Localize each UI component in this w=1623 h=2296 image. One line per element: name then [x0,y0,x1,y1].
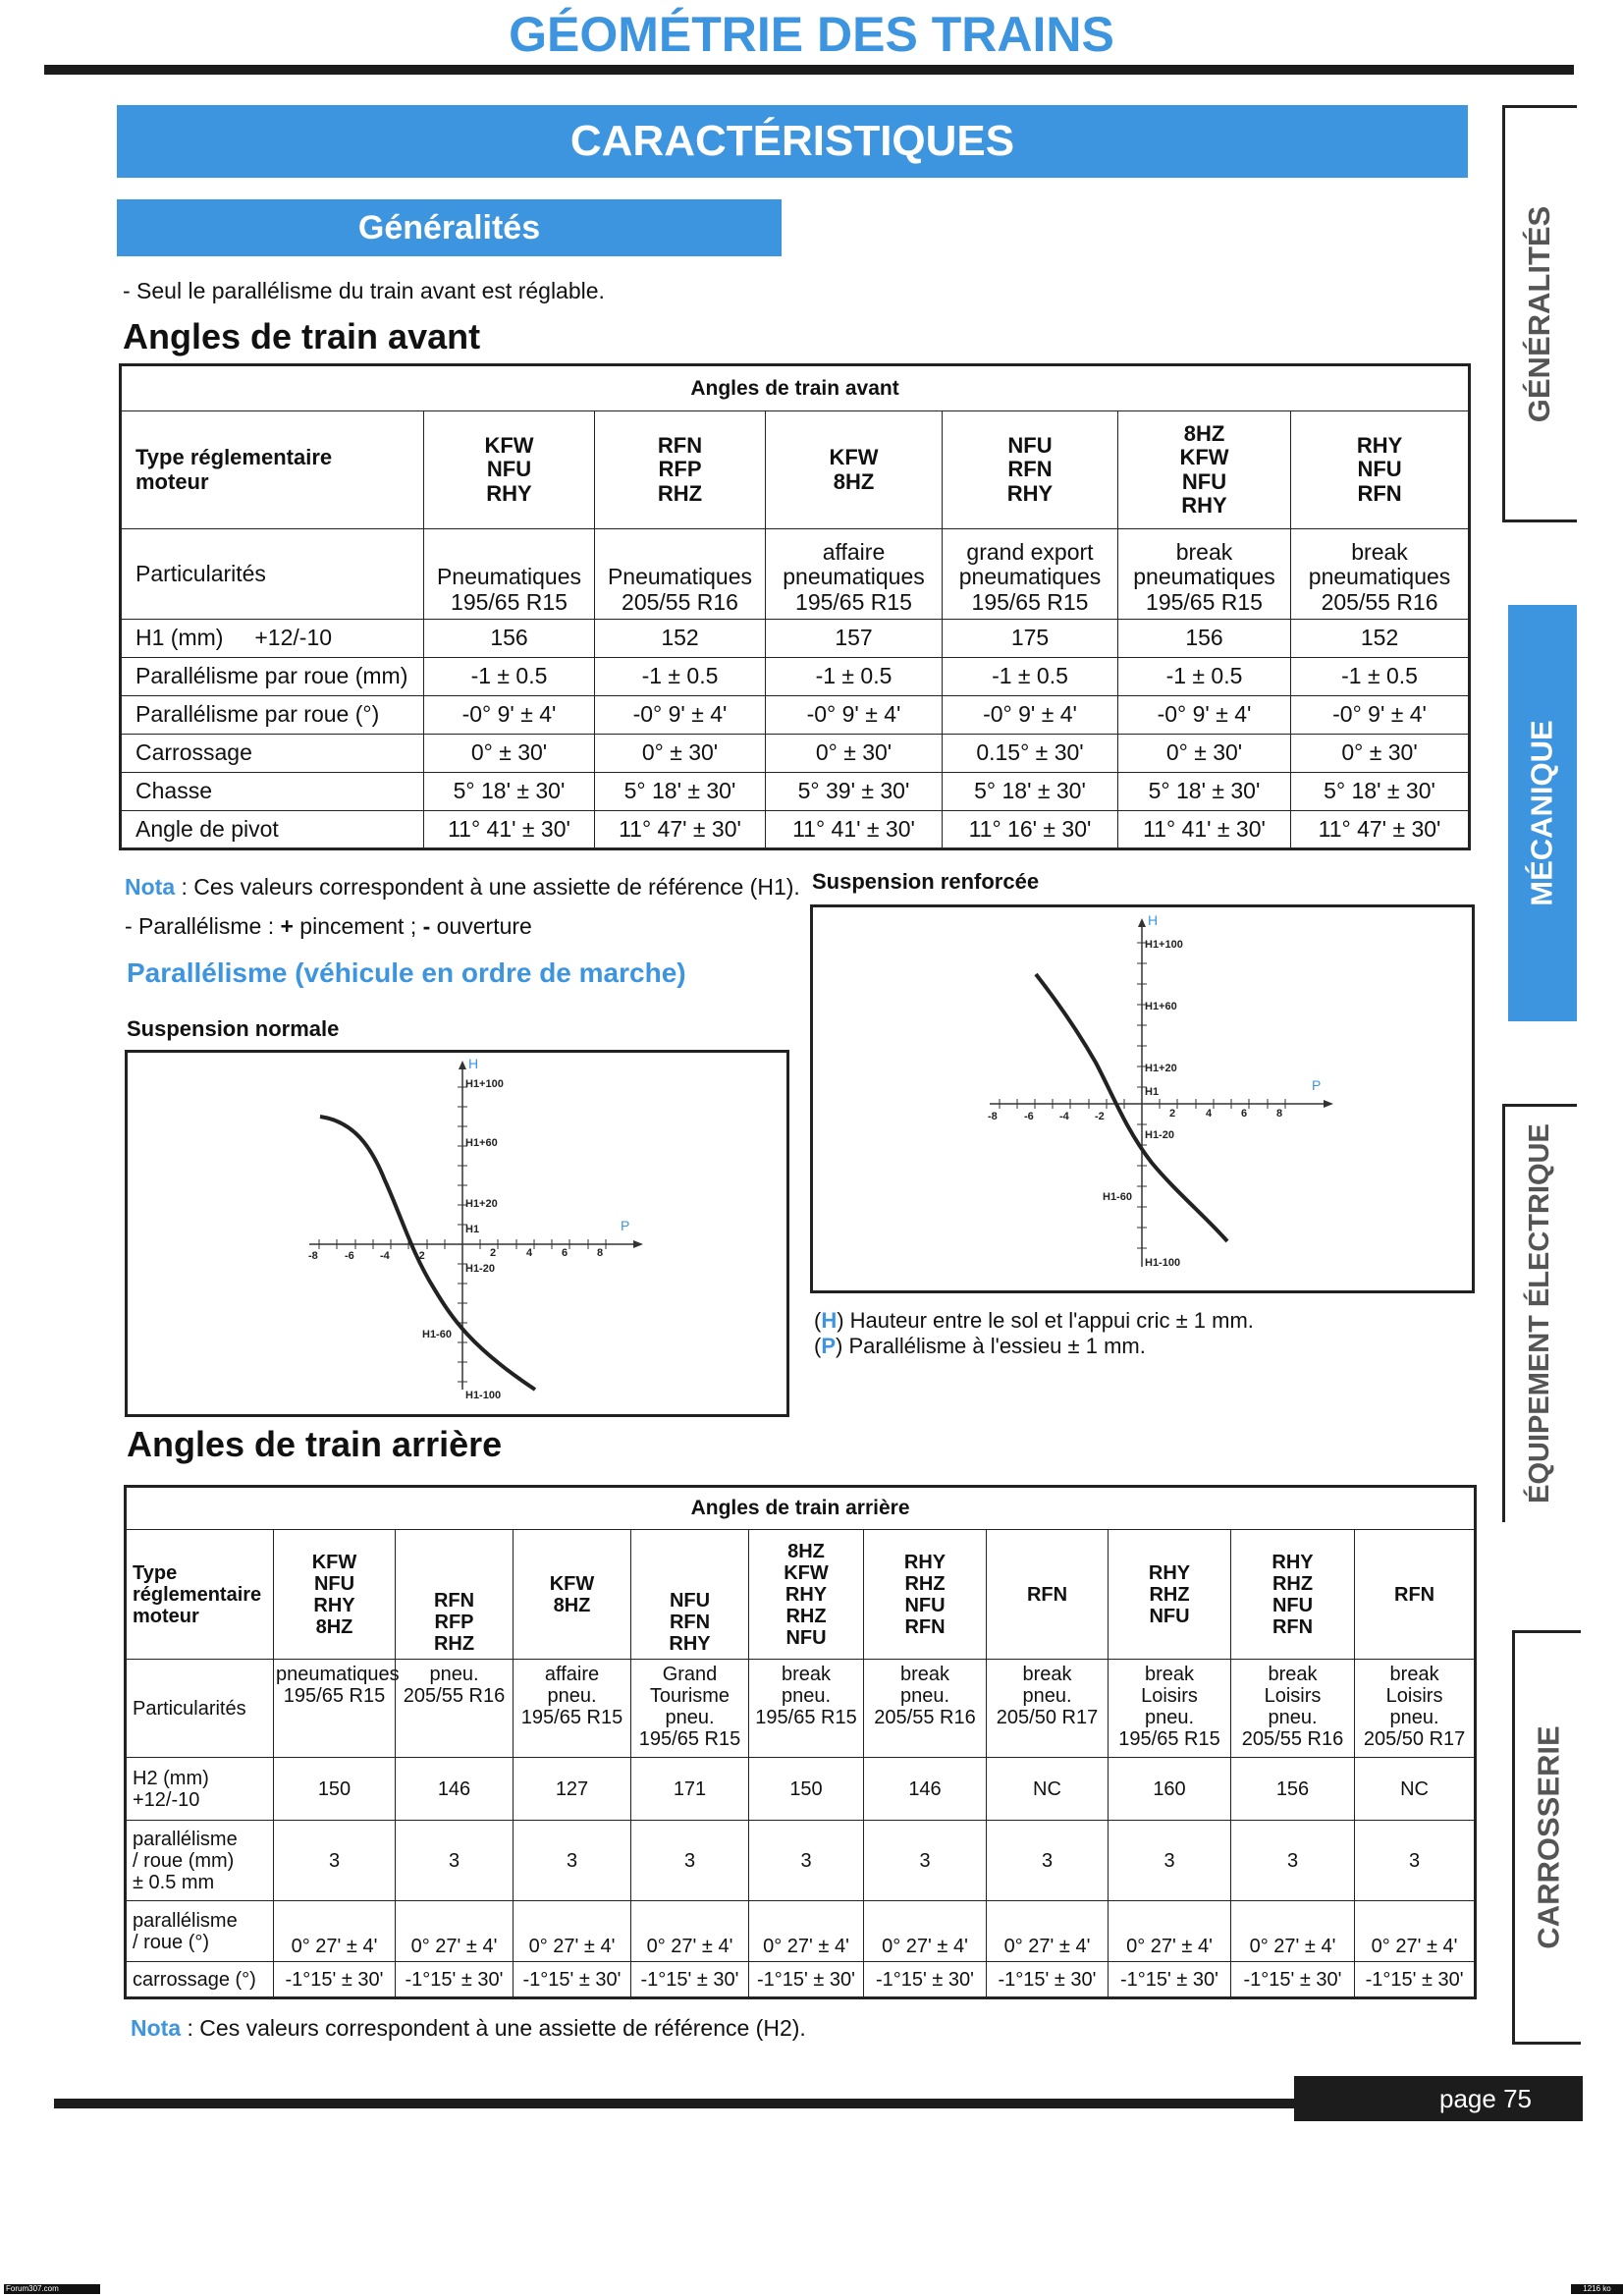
front-part-cell: break pneumatiques 195/65 R15 [1118,529,1291,620]
tab-generalites[interactable] [1505,108,1574,520]
front-label-chasse: Chasse [121,773,424,811]
front-angles-table [119,363,1471,850]
rear-carrossage-cell: -1°15' ± 30' [514,1962,631,1998]
rear-type-cell: RHY RHZ NFU [1109,1530,1231,1660]
front-carrossage-cell: 0° ± 30' [1118,735,1291,773]
rear-angles-table [124,1485,1477,1999]
rear-par-mm-cell: 3 [864,1821,987,1901]
p-tick-label: -6 [1024,1111,1034,1122]
table-row [121,658,1470,696]
graph-renforcee-title: Suspension renforcée [812,869,1040,894]
rear-par-deg-cell: 0° 27' ± 4' [274,1901,396,1962]
front-pivot-cell: 11° 41' ± 30' [1118,811,1291,849]
front-pivot-cell: 11° 16' ± 30' [943,811,1118,849]
h-arrow [459,1061,466,1069]
h-tick-label: H1+20 [1145,1063,1177,1074]
table-row [121,773,1470,811]
rear-type-cell: 8HZ KFW RHY RHZ NFU [749,1530,864,1660]
rear-carrossage-cell: -1°15' ± 30' [1109,1962,1231,1998]
h-tick-label: H1+100 [465,1078,504,1090]
rear-part-cell: break pneu. 195/65 R15 [749,1660,864,1758]
tab-generalites-label: GÉNÉRALITÉS [1522,205,1556,423]
rear-part-cell: break Loisirs pneu. 205/50 R17 [1355,1660,1476,1758]
front-pivot-cell: 11° 41' ± 30' [766,811,943,849]
rear-label-h2: H2 (mm) +12/-10 [126,1758,274,1821]
front-pivot-cell: 11° 47' ± 30' [1291,811,1470,849]
table-row [121,811,1470,849]
p-tick-label: 4 [526,1247,533,1259]
front-h1-cell: 157 [766,620,943,658]
graph-normal-svg [128,1053,786,1414]
table-row [121,696,1470,735]
front-chasse-cell: 5° 18' ± 30' [1291,773,1470,811]
rear-par-deg-cell: 0° 27' ± 4' [514,1901,631,1962]
graph-renforcee-svg [813,907,1472,1290]
rear-carrossage-cell: -1°15' ± 30' [749,1962,864,1998]
note-h1 [125,874,800,901]
front-part-cell: Pneumatiques 195/65 R15 [424,529,595,620]
rear-par-mm-cell: 3 [1355,1821,1476,1901]
legend-prefix: - Parallélisme : [125,913,281,939]
table-row [121,620,1470,658]
rear-type-cell: RFN [1355,1530,1476,1660]
front-chasse-cell: 5° 18' ± 30' [943,773,1118,811]
h-tick-label: H1 [465,1224,480,1235]
front-carrossage-cell: 0° ± 30' [424,735,595,773]
section-band-sub: Généralités [117,199,782,256]
rear-h2-cell: NC [987,1758,1109,1821]
p-tick-label: -2 [415,1250,425,1262]
rear-type-cell: KFW NFU RHY 8HZ [274,1530,396,1660]
rear-par-deg-cell: 0° 27' ± 4' [1231,1901,1355,1962]
rear-par-deg-cell: 0° 27' ± 4' [1355,1901,1476,1962]
p-arrow [633,1240,643,1248]
rear-h2-cell: 150 [274,1758,396,1821]
parallelisme-legend [125,913,532,940]
front-carrossage-cell: 0.15° ± 30' [943,735,1118,773]
rear-label-particularites: Particularités [126,1660,274,1758]
front-par-deg-cell: -0° 9' ± 4' [595,696,766,735]
h-tick-label: H1+100 [1145,939,1183,951]
p-tick-label: -2 [1095,1111,1105,1122]
front-label-carrossage: Carrossage [121,735,424,773]
rear-par-deg-cell: 0° 27' ± 4' [749,1901,864,1962]
graph-note-key: P [821,1334,837,1358]
front-type-cell: KFW NFU RHY [424,411,595,529]
front-par-deg-cell: -0° 9' ± 4' [1118,696,1291,735]
rear-part-cell: affaire pneu. 195/65 R15 [514,1660,631,1758]
h-tick-label: H1-60 [1103,1191,1132,1203]
legend-minus-text: ouverture [430,913,532,939]
front-part-cell: grand export pneumatiques 195/65 R15 [943,529,1118,620]
rear-par-deg-cell: 0° 27' ± 4' [631,1901,749,1962]
front-h1-cell: 156 [1118,620,1291,658]
paren-close: ) [837,1308,844,1333]
front-part-cell: Pneumatiques 205/55 R16 [595,529,766,620]
front-carrossage-cell: 0° ± 30' [1291,735,1470,773]
p-tick-label: 6 [562,1247,568,1259]
rear-part-cell: break Loisirs pneu. 195/65 R15 [1109,1660,1231,1758]
front-label-h1: H1 (mm) +12/-10 [121,620,424,658]
paren-open: ( [814,1308,822,1333]
front-type-cell: 8HZ KFW NFU RHY [1118,411,1291,529]
h-axis-label: H [468,1056,479,1071]
intro-text: - Seul le parallélisme du train avant est réglable. [123,278,605,303]
nota-label: Nota [125,874,176,900]
graph-normal-box [125,1050,789,1417]
page-number-box [1294,2076,1583,2121]
rear-type-cell: RHY RHZ NFU RFN [864,1530,987,1660]
front-par-mm-cell: -1 ± 0.5 [1291,658,1470,696]
rear-part-cell: break Loisirs pneu. 205/55 R16 [1231,1660,1355,1758]
graph-note-p [814,1334,1146,1359]
front-label-pivot: Angle de pivot [121,811,424,849]
front-pivot-cell: 11° 47' ± 30' [595,811,766,849]
rear-carrossage-cell: -1°15' ± 30' [1355,1962,1476,1998]
rear-h2-cell: NC [1355,1758,1476,1821]
rear-par-mm-cell: 3 [987,1821,1109,1901]
front-part-cell: affaire pneumatiques 195/65 R15 [766,529,943,620]
rear-par-mm-cell: 3 [749,1821,864,1901]
front-par-mm-cell: -1 ± 0.5 [1118,658,1291,696]
legend-plus: + [280,913,294,939]
front-label-par-mm: Parallélisme par roue (mm) [121,658,424,696]
tab-equipement-electrique[interactable] [1505,1107,1574,1519]
tab-carrosserie-label: CARROSSERIE [1532,1725,1566,1949]
p-tick-label: 8 [1276,1108,1283,1120]
h-tick-label: H1-20 [465,1263,495,1275]
front-h1-cell: 152 [1291,620,1470,658]
front-chasse-cell: 5° 18' ± 30' [595,773,766,811]
rear-label-carrossage: carrossage (°) [126,1962,274,1998]
rear-par-mm-cell: 3 [274,1821,396,1901]
rear-par-deg-cell: 0° 27' ± 4' [864,1901,987,1962]
table-row [126,1758,1476,1821]
page-header-title: GÉOMÉTRIE DES TRAINS [509,7,1114,62]
table-row [126,1660,1476,1758]
note-h2 [131,2015,806,2042]
front-type-cell: NFU RFN RHY [943,411,1118,529]
front-par-deg-cell: -0° 9' ± 4' [943,696,1118,735]
parallelisme-heading: Parallélisme (véhicule en ordre de marche) [127,957,686,988]
h-tick-label: H1-60 [422,1329,452,1340]
tab-carrosserie[interactable] [1515,1633,1584,2042]
front-label-par-deg: Parallélisme par roue (°) [121,696,424,735]
table-row [126,1530,1476,1660]
front-h1-cell: 152 [595,620,766,658]
tab-bottom-rule [1512,2042,1581,2045]
rear-label-par-mm: parallélisme / roue (mm) ± 0.5 mm [126,1821,274,1901]
front-par-deg-cell: -0° 9' ± 4' [424,696,595,735]
rear-par-mm-cell: 3 [1109,1821,1231,1901]
nota-text: : Ces valeurs correspondent à une assiette de référence (H2). [181,2015,806,2041]
p-tick-label: 4 [1206,1108,1213,1120]
graph-note-text: Parallélisme à l'essieu ± 1 mm. [842,1334,1146,1358]
front-par-mm-cell: -1 ± 0.5 [943,658,1118,696]
front-part-cell: break pneumatiques 205/55 R16 [1291,529,1470,620]
rear-part-cell: pneumatiques 195/65 R15 [274,1660,396,1758]
rear-h2-cell: 156 [1231,1758,1355,1821]
table-row [126,1821,1476,1901]
rear-par-mm-cell: 3 [1231,1821,1355,1901]
p-tick-label: -6 [345,1250,354,1262]
rear-part-cell: pneu. 205/55 R16 [396,1660,514,1758]
h-tick-label: H1-100 [465,1390,502,1401]
h-tick-label: H1+20 [465,1198,498,1210]
p-tick-label: -4 [380,1250,390,1262]
table-row [126,1962,1476,1998]
scan-strip-right: 1216 ko [1571,2284,1623,2294]
p-tick-label: 2 [490,1247,497,1259]
front-chasse-cell: 5° 18' ± 30' [1118,773,1291,811]
rear-part-cell: break pneu. 205/55 R16 [864,1660,987,1758]
front-h1-cell: 156 [424,620,595,658]
front-par-deg-cell: -0° 9' ± 4' [1291,696,1470,735]
front-label-particularites: Particularités [121,529,424,620]
scan-strip-left: Forum307.com [4,2284,100,2294]
rear-par-deg-cell: 0° 27' ± 4' [987,1901,1109,1962]
front-pivot-cell: 11° 41' ± 30' [424,811,595,849]
rear-carrossage-cell: -1°15' ± 30' [396,1962,514,1998]
p-tick-label: 8 [597,1247,604,1259]
front-par-mm-cell: -1 ± 0.5 [595,658,766,696]
rear-type-cell: RFN RFP RHZ [396,1530,514,1660]
rear-h2-cell: 160 [1109,1758,1231,1821]
h-tick-label: H1+60 [1145,1001,1177,1012]
front-chasse-cell: 5° 39' ± 30' [766,773,943,811]
tab-mecanique-label: MÉCANIQUE [1525,720,1560,906]
h-tick-label: H1 [1145,1086,1160,1098]
rear-h2-cell: 146 [396,1758,514,1821]
rear-h2-cell: 127 [514,1758,631,1821]
front-heading: Angles de train avant [123,316,481,356]
nota-label: Nota [131,2015,182,2041]
table-row [121,411,1470,529]
table-row [121,735,1470,773]
rear-type-cell: RFN [987,1530,1109,1660]
rear-table-caption: Angles de train arrière [126,1487,1476,1530]
rear-type-label: Type réglementaire moteur [126,1530,274,1660]
section-band-main: CARACTÉRISTIQUES [117,105,1468,178]
legend-minus: - [422,913,431,939]
h-tick-label: H1-20 [1145,1129,1174,1141]
rear-part-cell: Grand Tourisme pneu. 195/65 R15 [631,1660,749,1758]
front-chasse-cell: 5° 18' ± 30' [424,773,595,811]
rear-carrossage-cell: -1°15' ± 30' [274,1962,396,1998]
tab-equipement-label: ÉQUIPEMENT ÉLECTRIQUE [1523,1122,1555,1503]
p-tick-label: -4 [1059,1111,1069,1122]
table-row [126,1901,1476,1962]
rear-label-par-deg: parallélisme / roue (°) [126,1901,274,1962]
tab-mecanique[interactable] [1508,605,1577,1021]
front-h1-cell: 175 [943,620,1118,658]
p-tick-label: -8 [988,1111,998,1122]
rear-par-mm-cell: 3 [514,1821,631,1901]
rear-par-mm-cell: 3 [396,1821,514,1901]
front-type-cell: RFN RFP RHZ [595,411,766,529]
rear-carrossage-cell: -1°15' ± 30' [864,1962,987,1998]
front-type-label: Type réglementaire moteur [135,445,333,494]
rear-carrossage-cell: -1°15' ± 30' [987,1962,1109,1998]
nota-text: : Ces valeurs correspondent à une assiette de référence (H1). [175,874,800,900]
graph-note-text: Hauteur entre le sol et l'appui cric ± 1 mm. [843,1308,1254,1333]
footer-rule [54,2099,1296,2108]
rear-heading: Angles de train arrière [127,1424,503,1464]
p-axis-label: P [621,1218,630,1233]
front-par-mm-cell: -1 ± 0.5 [424,658,595,696]
h-axis-label: H [1148,912,1159,928]
rear-par-deg-cell: 0° 27' ± 4' [1109,1901,1231,1962]
graph-note-h [814,1308,1254,1334]
front-table-caption: Angles de train avant [121,365,1470,411]
page-number: page 75 [1439,2084,1532,2113]
rear-par-mm-cell: 3 [631,1821,749,1901]
header-rule [44,65,1574,75]
graph-renforcee-box [810,904,1475,1293]
front-carrossage-cell: 0° ± 30' [595,735,766,773]
row-label [121,411,424,529]
p-axis-label: P [1312,1077,1322,1093]
rear-carrossage-cell: -1°15' ± 30' [631,1962,749,1998]
h-tick-label: H1-100 [1145,1257,1181,1269]
rear-carrossage-cell: -1°15' ± 30' [1231,1962,1355,1998]
rear-h2-cell: 171 [631,1758,749,1821]
front-par-deg-cell: -0° 9' ± 4' [766,696,943,735]
paren-open: ( [814,1334,822,1358]
front-type-cell: KFW 8HZ [766,411,943,529]
p-arrow [1324,1100,1333,1108]
h-arrow [1138,918,1146,927]
rear-type-cell: NFU RFN RHY [631,1530,749,1660]
rear-h2-cell: 150 [749,1758,864,1821]
p-tick-label: -8 [308,1250,318,1262]
rear-part-cell: break pneu. 205/50 R17 [987,1660,1109,1758]
rear-type-cell: RHY RHZ NFU RFN [1231,1530,1355,1660]
rear-h2-cell: 146 [864,1758,987,1821]
p-tick-label: 2 [1169,1108,1176,1120]
table-row [121,529,1470,620]
paren-close: ) [836,1334,843,1358]
rear-type-cell: KFW 8HZ [514,1530,631,1660]
front-type-cell: RHY NFU RFN [1291,411,1470,529]
graph-normal-title: Suspension normale [127,1016,340,1041]
p-tick-label: 6 [1241,1108,1248,1120]
front-carrossage-cell: 0° ± 30' [766,735,943,773]
rear-par-deg-cell: 0° 27' ± 4' [396,1901,514,1962]
h-tick-label: H1+60 [465,1137,498,1149]
legend-plus-text: pincement ; [293,913,423,939]
front-par-mm-cell: -1 ± 0.5 [766,658,943,696]
graph-note-key: H [821,1308,838,1333]
